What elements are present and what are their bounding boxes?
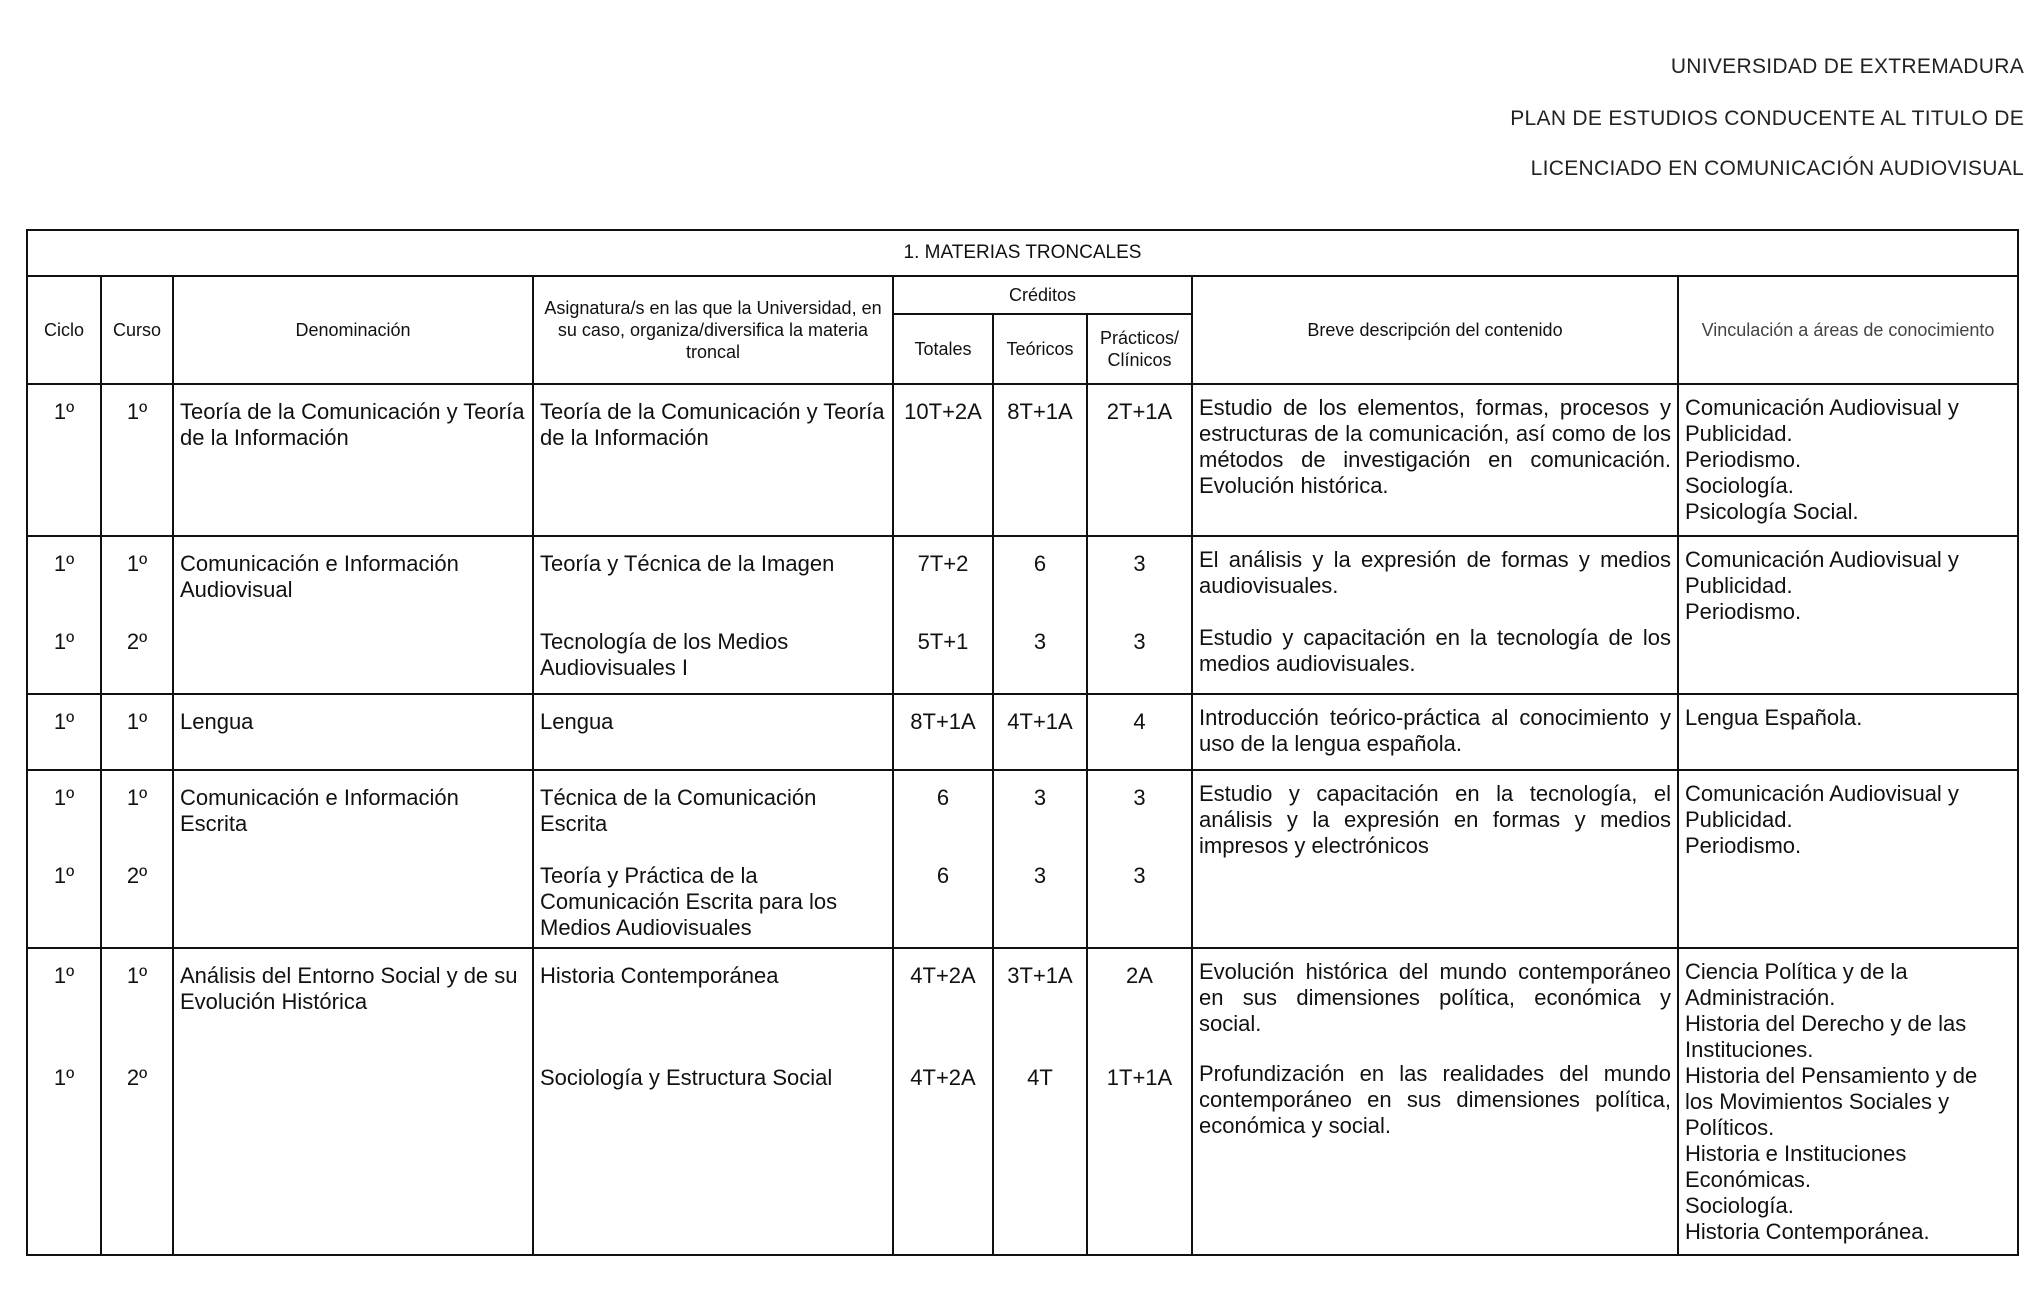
col-asignatura: Asignatura/s en las que la Universidad, en su caso, organiza/diversifica la materia troncal [533,276,893,384]
col-teoricos: Teóricos [993,314,1087,384]
area-item: Historia e Instituciones Económicas. [1685,1141,1907,1192]
area-item: Lengua Española. [1685,705,1863,730]
materias-troncales-table [26,229,2019,1256]
area-item: Historia del Pensamiento y de los Movimientos Sociales y Políticos. [1685,1063,1978,1140]
ciclo: 1º [53,963,75,988]
asignatura: Tecnología de los Medios Audiovisuales I [540,629,789,680]
ciclo-cell [27,770,101,948]
creditos-practicos-cell [1087,948,1192,1255]
col-descripcion: Breve descripción del contenido [1192,276,1678,384]
area-item: Periodismo. [1685,833,1802,858]
creditos-teoricos-cell [993,536,1087,694]
asignatura: Técnica de la Comunicación Escrita [540,785,817,836]
descripcion: El análisis y la expresión de formas y medios audiovisuales. [1199,547,1671,598]
creditos-totales: 4T+2A [910,1065,976,1090]
creditos-practicos-cell [1087,770,1192,948]
curso: 2º [126,863,148,888]
asignatura-cell [533,770,893,948]
curso-cell [101,948,173,1255]
creditos-totales-cell [893,384,993,536]
col-practicos: Prácticos/ Clínicos [1087,314,1192,384]
area-item: Comunicación Audiovisual y Publicidad. [1685,547,1959,598]
curso: 1º [126,963,148,988]
creditos-teoricos: 4T+1A [1007,709,1073,734]
asignatura: Lengua [540,709,614,734]
creditos-teoricos: 6 [1033,551,1047,576]
asignatura-cell [533,384,893,536]
ciclo-cell [27,536,101,694]
descripcion: Profundización en las realidades del mundo contemporáneo en sus dimensiones política, económica y social. [1199,1061,1671,1138]
creditos-teoricos-cell [993,948,1087,1255]
area-item: Periodismo. [1685,599,1802,624]
curso-cell [101,770,173,948]
creditos-totales: 6 [936,863,950,888]
creditos-totales-cell [893,694,993,770]
creditos-totales-cell [893,770,993,948]
creditos-practicos-cell [1087,536,1192,694]
area-item: Historia Contemporánea. [1685,1219,1930,1244]
header-plan: PLAN DE ESTUDIOS CONDUCENTE AL TITULO DE [1510,107,2024,130]
creditos-practicos: 4 [1133,709,1146,734]
vinculacion-areas [1678,384,2018,536]
asignatura-cell [533,694,893,770]
table-row-group [27,770,2018,948]
curso: 2º [126,629,148,654]
denominacion: Teoría de la Comunicación y Teoría de la Información [173,384,533,536]
header-degree: LICENCIADO EN COMUNICACIÓN AUDIOVISUAL [1530,157,2024,180]
creditos-totales: 10T+2A [904,399,982,424]
creditos-totales: 5T+1 [917,629,969,654]
descripcion: Estudio y capacitación en la tecnología, el análisis y la expresión en formas y medios impresos y electrónicos [1192,770,1678,948]
curso: 1º [126,709,148,734]
col-denominacion: Denominación [173,276,533,384]
descripcion-cell [1192,694,1678,770]
col-creditos: Créditos [893,276,1192,314]
area-item: Ciencia Política y de la Administración. [1685,959,1908,1010]
area-item: Periodismo. [1685,447,1802,472]
ciclo-cell [27,948,101,1255]
area-item: Sociología. [1685,473,1794,498]
ciclo: 1º [53,399,75,424]
ciclo: 1º [53,709,75,734]
col-totales: Totales [893,314,993,384]
curso: 2º [126,1065,148,1090]
descripcion-cell [1192,948,1678,1255]
creditos-totales: 7T+2 [917,551,969,576]
denominacion: Análisis del Entorno Social y de su Evolución Histórica [173,948,533,1255]
vinculacion-areas [1678,770,2018,948]
creditos-totales-cell [893,948,993,1255]
ciclo: 1º [53,551,75,576]
creditos-teoricos: 8T+1A [1007,399,1073,424]
table-row-group [27,384,2018,536]
ciclo: 1º [53,629,75,654]
asignatura: Teoría y Técnica de la Imagen [540,551,835,576]
vinculacion-areas [1678,536,2018,694]
creditos-practicos: 1T+1A [1106,1065,1173,1090]
curso: 1º [126,785,148,810]
asignatura: Teoría de la Comunicación y Teoría de la Información [540,399,885,450]
creditos-teoricos: 4T [1027,1065,1053,1090]
asignatura: Historia Contemporánea [540,963,779,988]
asignatura: Teoría y Práctica de la Comunicación Escrita para los Medios Audiovisuales [540,863,838,940]
creditos-totales: 6 [936,785,950,810]
descripcion: Estudio y capacitación en la tecnología de los medios audiovisuales. [1199,625,1671,676]
creditos-teoricos: 3 [1033,629,1047,654]
header-university: UNIVERSIDAD DE EXTREMADURA [1670,55,2024,78]
creditos-teoricos-cell [993,694,1087,770]
ciclo: 1º [53,863,75,888]
curso: 1º [126,399,148,424]
curso-cell [101,384,173,536]
curso: 1º [126,551,148,576]
denominacion: Comunicación e Información Audiovisual [173,536,533,694]
descripcion-cell [1192,536,1678,694]
col-curso: Curso [101,276,173,384]
area-item: Comunicación Audiovisual y Publicidad. [1685,781,1959,832]
denominacion: Comunicación e Información Escrita [173,770,533,948]
asignatura: Sociología y Estructura Social [540,1065,833,1090]
ciclo: 1º [53,785,75,810]
descripcion-cell [1192,384,1678,536]
creditos-teoricos-cell [993,384,1087,536]
creditos-totales-cell [893,536,993,694]
creditos-practicos: 3 [1133,785,1146,810]
vinculacion-areas [1678,694,2018,770]
ciclo: 1º [53,1065,75,1090]
area-item: Historia del Derecho y de las Instituciones. [1685,1011,1967,1062]
creditos-practicos-cell [1087,694,1192,770]
creditos-practicos: 3 [1133,551,1146,576]
ciclo-cell [27,384,101,536]
area-item: Comunicación Audiovisual y Publicidad. [1685,395,1959,446]
descripcion: Evolución histórica del mundo contemporáneo en sus dimensiones política, económica y social. [1199,959,1671,1036]
vinculacion-areas [1678,948,2018,1255]
col-ciclo: Ciclo [27,276,101,384]
curso-cell [101,536,173,694]
area-item: Sociología. [1685,1193,1794,1218]
ciclo-cell [27,694,101,770]
curso-cell [101,694,173,770]
creditos-totales: 8T+1A [910,709,976,734]
table-title: 1. MATERIAS TRONCALES [27,230,2018,276]
descripcion: Estudio de los elementos, formas, procesos y estructuras de la comunicación, así como de los métodos de investigación en comunicación. Evolución histórica. [1199,395,1671,498]
table-row-group [27,948,2018,1255]
table-row-group [27,694,2018,770]
asignatura-cell [533,948,893,1255]
creditos-teoricos: 3T+1A [1007,963,1073,988]
creditos-practicos: 2A [1126,963,1153,988]
creditos-teoricos: 3 [1033,863,1047,888]
col-vinculacion: Vinculación a áreas de conocimiento [1678,276,2018,384]
table-row-group [27,536,2018,694]
creditos-teoricos-cell [993,770,1087,948]
creditos-practicos-cell [1087,384,1192,536]
asignatura-cell [533,536,893,694]
area-item: Psicología Social. [1685,499,1859,524]
creditos-teoricos: 3 [1033,785,1047,810]
creditos-practicos: 2T+1A [1106,399,1173,424]
denominacion: Lengua [173,694,533,770]
descripcion: Introducción teórico-práctica al conocimiento y uso de la lengua española. [1199,705,1671,756]
creditos-practicos: 3 [1133,863,1146,888]
creditos-practicos: 3 [1133,629,1146,654]
creditos-totales: 4T+2A [910,963,976,988]
